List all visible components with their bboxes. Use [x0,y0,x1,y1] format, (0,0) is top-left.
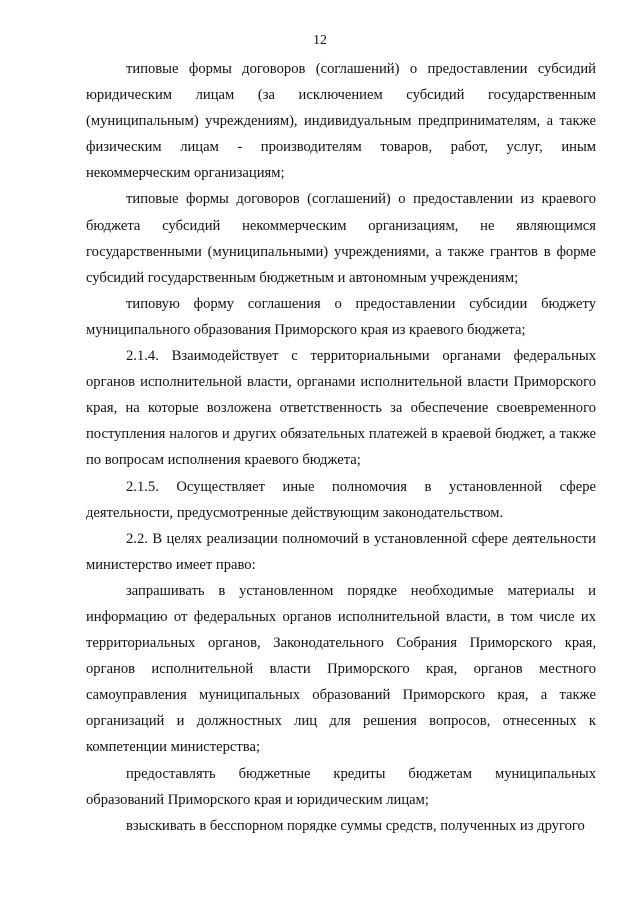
paragraph-recover-funds: взыскивать в бесспорном порядке суммы средств, полученных из другого [126,817,585,834]
paragraph-regional-budget-subsidy-forms: типовые формы договоров (соглашений) о предоставлении из краевого бюджета субсидий некоммерческим организациям, не являющимся государственными (муниципальными) учреждениями, а также грантов в форме субсидий государственным бюджетным и автономным учреждениям; [86,191,596,286]
page-number: 12 [313,33,327,48]
paragraph-2-1-5: 2.1.5. Осуществляет иные полномочия в установленной сфере деятельности, предусмотренные действующим законодательством. [86,478,596,521]
paragraph-municipal-subsidy-agreement-form: типовую форму соглашения о предоставлении субсидии бюджету муниципального образования Приморского края из краевого бюджета; [86,295,596,338]
paragraph-subsidy-contract-forms: типовые формы договоров (соглашений) о предоставлении субсидий юридическим лицам (за исключением субсидий государственным (муниципальным) учреждениям), индивидуальным предпринимателям, а также физическим лицам - производителям товаров, работ, услуг, иным некоммерческим организациям; [86,61,596,182]
paragraph-2-2: 2.2. В целях реализации полномочий в установленной сфере деятельности министерство имеет право: [86,530,596,573]
paragraph-budget-credits: предоставлять бюджетные кредиты бюджетам муниципальных образований Приморского края и юридическим лицам; [86,765,596,808]
paragraph-2-1-4: 2.1.4. Взаимодействует с территориальными органами федеральных органов исполнительной власти, органами исполнительной власти Приморского края, на которые возложена ответственность за обеспечение своевременного поступления налогов и других обязательных платежей в краевой бюджет, а также по вопросам исполнения краевого бюджета; [86,348,596,469]
paragraph-request-materials: запрашивать в установленном порядке необходимые материалы и информацию от федеральных органов исполнительной власти, в том числе их территориальных органов, Законодательного Собрания Приморского края, органов исполнительной власти Приморского края, органов местного самоуправления муниципальных образований Приморского края, а также организаций и должностных лиц для решения вопросов, отнесенных к компетенции министерства; [86,582,596,756]
document-body [86,56,596,839]
